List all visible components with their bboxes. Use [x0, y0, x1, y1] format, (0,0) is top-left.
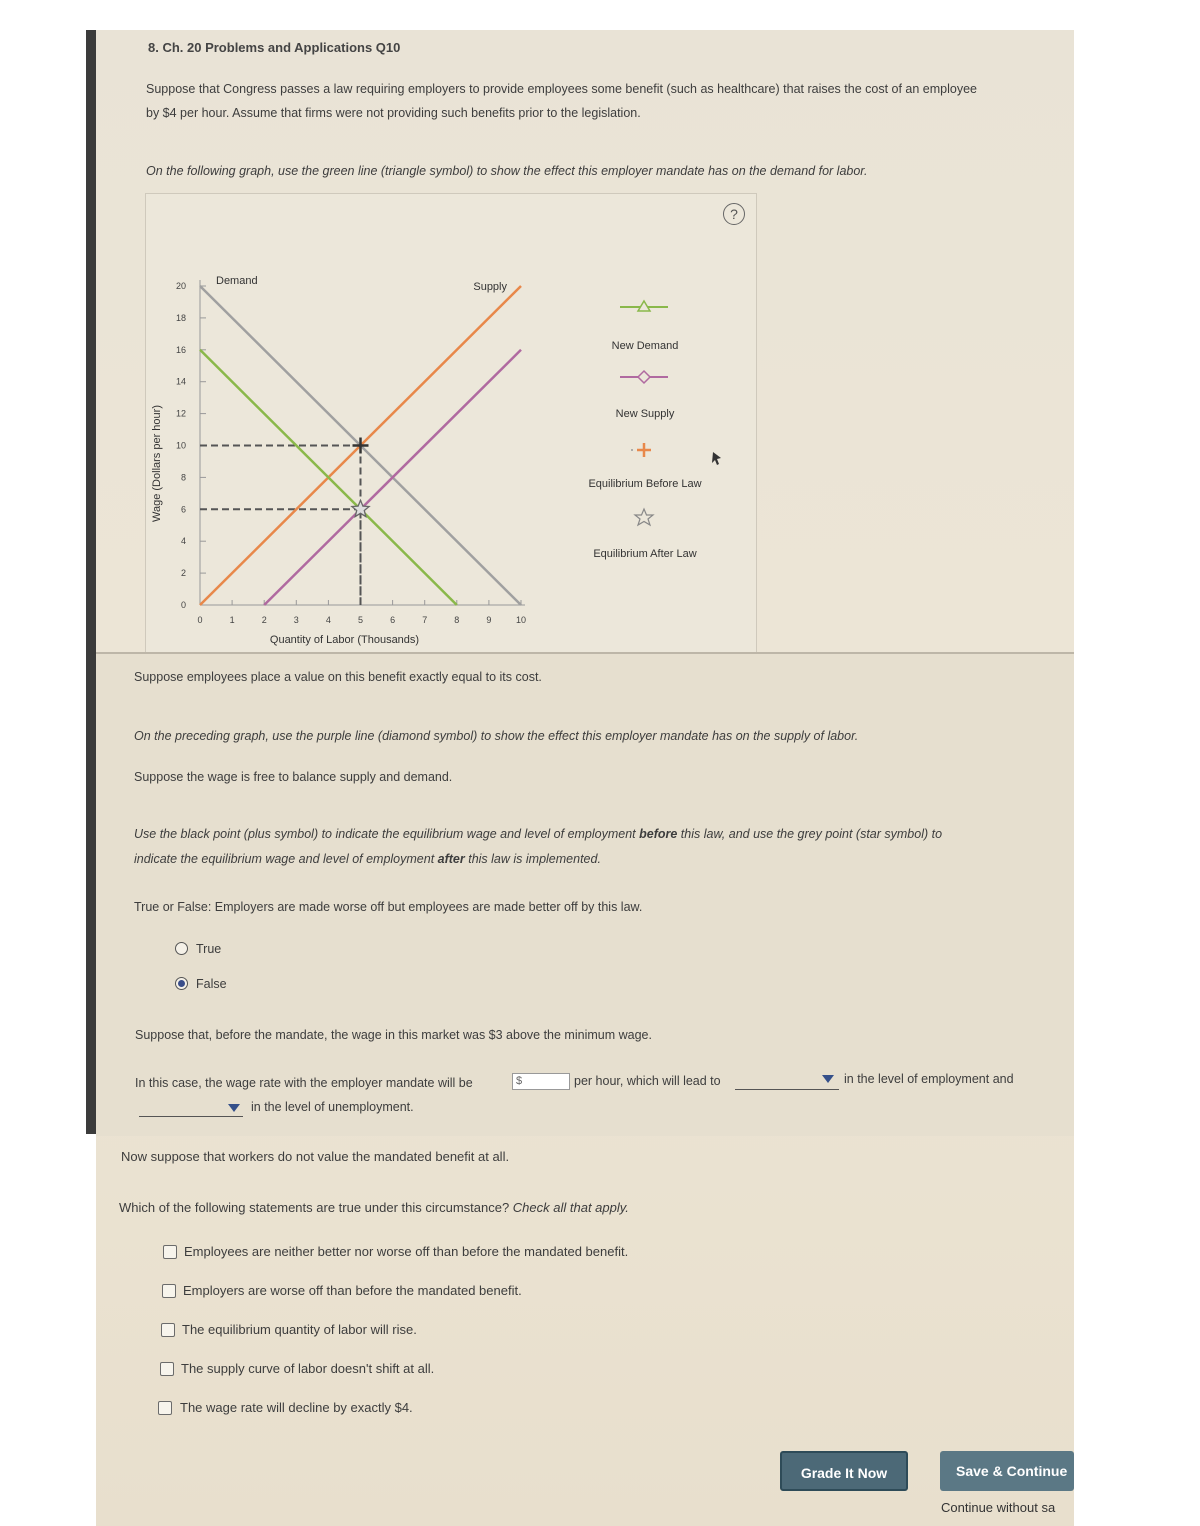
- x-tick-label: 0: [197, 615, 203, 625]
- per-hour-text: per hour, which will lead to: [574, 1074, 721, 1088]
- points-instruction-line-2: indicate the equilibrium wage and level of employment after this law is implemented.: [134, 852, 601, 866]
- supply-instruction: On the preceding graph, use the purple line (diamond symbol) to show the effect this employer mandate has on the supply of labor.: [134, 729, 859, 743]
- value-text: Suppose employees place a value on this benefit exactly equal to its cost.: [134, 670, 542, 684]
- x-tick-label: 2: [261, 615, 267, 625]
- no-value-text: Now suppose that workers do not value the mandated benefit at all.: [121, 1149, 510, 1164]
- option-supply-no-shift[interactable]: The supply curve of labor doesn't shift at all.: [181, 1361, 435, 1376]
- wage-input[interactable]: $: [512, 1073, 570, 1090]
- option-employers-worse[interactable]: Employers are worse off than before the mandated benefit.: [183, 1283, 522, 1298]
- y-tick-label: 4: [180, 536, 186, 547]
- grade-it-now-button[interactable]: Grade It Now: [780, 1451, 908, 1491]
- x-tick-label: 1: [229, 615, 235, 625]
- question-panel: [96, 652, 1074, 1136]
- star-icon: [635, 509, 653, 525]
- y-tick-label: 6: [180, 504, 186, 515]
- x-tick-label: 6: [390, 615, 396, 625]
- legend-new-demand[interactable]: [612, 301, 679, 352]
- which-question: Which of the following statements are true under this circumstance? Check all that apply.: [119, 1200, 629, 1215]
- true-false-question: True or False: Employers are made worse off but employees are made better off by this law.: [134, 900, 643, 914]
- chevron-down-icon[interactable]: [228, 1104, 240, 1112]
- legend-eq-before[interactable]: [588, 443, 701, 490]
- graph-svg[interactable]: [145, 193, 755, 653]
- help-icon[interactable]: ?: [723, 203, 745, 225]
- y-tick-label: 20: [175, 281, 186, 291]
- curve-supply-label: Supply: [473, 281, 507, 293]
- option-wage-decline[interactable]: The wage rate will decline by exactly $4.: [180, 1400, 413, 1415]
- y-tick-label: 12: [175, 408, 186, 419]
- y-tick-label: 14: [175, 376, 186, 387]
- intro-line-2: by $4 per hour. Assume that firms were not providing such benefits prior to the legislation.: [146, 106, 641, 120]
- x-tick-label: 4: [325, 615, 331, 625]
- intro-line-1: Suppose that Congress passes a law requiring employers to provide employees some benefit (such as healthcare) that raises the cost of an employee: [146, 82, 978, 96]
- window-edge: [86, 30, 96, 1134]
- y-axis-label: Wage (Dollars per hour): [151, 405, 163, 522]
- legend-new-demand-label: New Demand: [611, 340, 679, 352]
- x-tick-label: 5: [357, 615, 364, 625]
- save-continue-button[interactable]: Save & Continue: [940, 1451, 1074, 1491]
- min-wage-text: Suppose that, before the mandate, the wage in this market was $3 above the minimum wage.: [135, 1028, 652, 1042]
- legend-new-supply-label: New Supply: [615, 408, 675, 420]
- y-tick-label: 0: [180, 600, 186, 610]
- radio-true-label[interactable]: True: [196, 942, 222, 956]
- legend-new-supply[interactable]: [616, 371, 675, 420]
- option-employees-neutral[interactable]: Employees are neither better nor worse off than before the mandated benefit.: [184, 1244, 629, 1259]
- x-tick-label: 9: [486, 615, 492, 625]
- question-title: 8. Ch. 20 Problems and Applications Q10: [148, 40, 401, 55]
- x-tick-label: 7: [422, 615, 428, 625]
- diamond-icon: [638, 371, 650, 383]
- legend-eq-after[interactable]: [593, 509, 696, 560]
- legend-eq-before-label: Equilibrium Before Law: [588, 478, 702, 490]
- y-tick-label: 8: [180, 472, 186, 483]
- y-tick-label: 2: [180, 568, 186, 579]
- option-quantity-rise[interactable]: The equilibrium quantity of labor will rise.: [182, 1322, 417, 1337]
- mandate-wage-text: In this case, the wage rate with the employer mandate will be: [135, 1076, 473, 1090]
- checkbox-wage-decline[interactable]: [158, 1401, 172, 1415]
- y-tick-label: 16: [175, 344, 186, 355]
- x-tick-label: 10: [515, 615, 527, 625]
- legend-eq-after-label: Equilibrium After Law: [593, 548, 697, 560]
- checkbox-quantity-rise[interactable]: [161, 1323, 175, 1337]
- radio-false-label[interactable]: False: [196, 977, 227, 991]
- employment-text: in the level of employment and: [844, 1072, 1014, 1086]
- unemployment-text: in the level of unemployment.: [251, 1100, 414, 1114]
- checkbox-employers-worse[interactable]: [162, 1284, 176, 1298]
- points-instruction-line-1: Use the black point (plus symbol) to indicate the equilibrium wage and level of employment before this law, and use the grey point (star symbol) to: [134, 827, 943, 841]
- radio-false[interactable]: [175, 977, 188, 990]
- y-tick-label: 10: [175, 440, 186, 451]
- curve-demand-label: Demand: [216, 275, 258, 287]
- y-tick-label: 18: [175, 312, 186, 323]
- x-tick-label: 3: [293, 615, 299, 625]
- free-wage-text: Suppose the wage is free to balance supply and demand.: [134, 770, 453, 784]
- chevron-down-icon[interactable]: [822, 1075, 834, 1083]
- demand-instruction: On the following graph, use the green line (triangle symbol) to show the effect this employer mandate has on the demand for labor.: [146, 164, 868, 178]
- checkbox-employees-neutral[interactable]: [163, 1245, 177, 1259]
- x-axis-label: Quantity of Labor (Thousands): [269, 634, 420, 646]
- radio-true[interactable]: [175, 942, 188, 955]
- checkbox-supply-no-shift[interactable]: [160, 1362, 174, 1376]
- continue-without-saving-link[interactable]: Continue without sa: [941, 1500, 1056, 1515]
- cursor-icon: [712, 452, 721, 465]
- x-tick-label: 8: [454, 615, 460, 625]
